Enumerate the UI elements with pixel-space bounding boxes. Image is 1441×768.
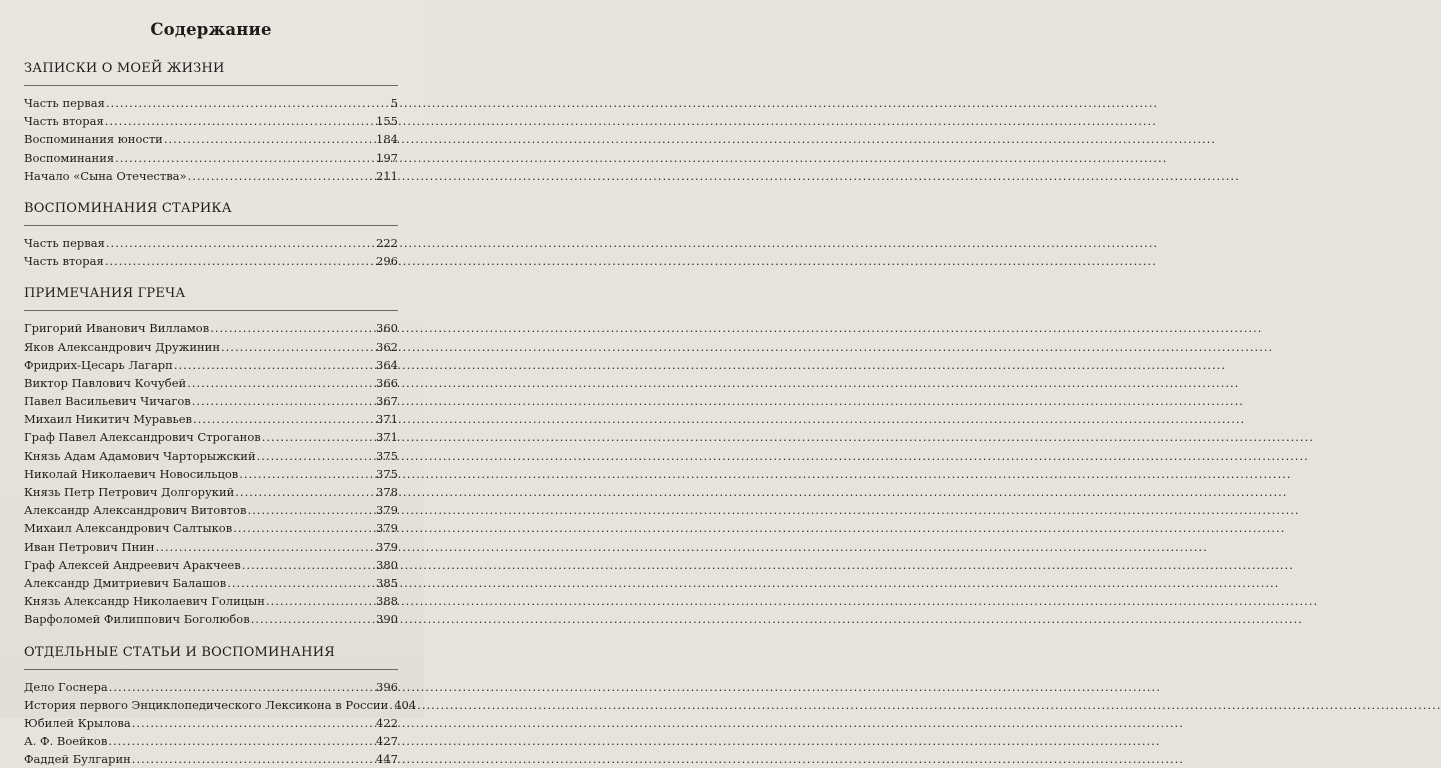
section-heading: ПРИМЕЧАНИЯ ГРЕЧА: [24, 284, 398, 304]
toc-entry[interactable]: [24, 428, 398, 446]
toc-section: [24, 199, 398, 270]
entry-list: [24, 319, 398, 628]
entry-title: Начало «Сына Отечества»: [24, 167, 187, 185]
dot-leader: [242, 556, 375, 574]
toc-entry[interactable]: [24, 750, 398, 768]
entry-title: Михаил Александрович Салтыков: [24, 519, 232, 537]
section-heading: ВОСПОМИНАНИЯ СТАРИКА: [24, 199, 398, 219]
entry-page-number: 375: [376, 447, 398, 465]
entry-page-number: 378: [376, 483, 398, 501]
dot-leader: [106, 94, 390, 112]
entry-title: История первого Энциклопедического Лексикона в России: [24, 696, 388, 714]
dot-leader: [389, 696, 393, 714]
toc-entry[interactable]: [24, 465, 398, 483]
entry-page-number: 404: [394, 696, 416, 714]
table-of-contents: [24, 59, 398, 768]
dot-leader: [187, 374, 375, 392]
dot-leader: [109, 678, 375, 696]
toc-entry[interactable]: [24, 574, 398, 592]
section-divider: [24, 225, 398, 226]
entry-page-number: 396: [376, 678, 398, 696]
entry-title: Граф Алексей Андреевич Аракчеев: [24, 556, 241, 574]
entry-list: [24, 94, 398, 185]
dot-leader: [188, 167, 375, 185]
entry-page-number: 362: [376, 338, 398, 356]
entry-title: Часть первая: [24, 234, 105, 252]
entry-title: Александр Дмитриевич Балашов: [24, 574, 226, 592]
entry-page-number: 375: [376, 465, 398, 483]
entry-title: Часть первая: [24, 94, 105, 112]
toc-entry[interactable]: [24, 374, 398, 392]
entry-title: Часть вторая: [24, 112, 104, 130]
toc-entry[interactable]: [24, 556, 398, 574]
toc-entry[interactable]: [24, 167, 398, 185]
entry-page-number: 222: [376, 234, 398, 252]
entry-page-number: 385: [376, 574, 398, 592]
entry-page-number: 155: [376, 112, 398, 130]
entry-page-number: 388: [376, 592, 398, 610]
toc-entry[interactable]: [24, 234, 398, 252]
entry-title: Князь Адам Адамович Чарторыжский: [24, 447, 256, 465]
entry-page-number: 427: [376, 732, 398, 750]
toc-entry[interactable]: [24, 338, 398, 356]
toc-entry[interactable]: [24, 319, 398, 337]
dot-leader: [192, 392, 375, 410]
toc-entry[interactable]: [24, 519, 398, 537]
dot-leader: [132, 750, 375, 768]
entry-page-number: 296: [376, 252, 398, 270]
entry-page-number: 380: [376, 556, 398, 574]
toc-entry[interactable]: [24, 696, 398, 714]
toc-entry[interactable]: [24, 714, 398, 732]
entry-page-number: 366: [376, 374, 398, 392]
entry-page-number: 5: [391, 94, 398, 112]
toc-entry[interactable]: [24, 538, 398, 556]
dot-leader: [108, 732, 375, 750]
toc-entry[interactable]: [24, 252, 398, 270]
entry-page-number: 379: [376, 538, 398, 556]
toc-entry[interactable]: [24, 447, 398, 465]
toc-entry[interactable]: [24, 130, 398, 148]
toc-section: [24, 643, 398, 768]
toc-entry[interactable]: [24, 678, 398, 696]
dot-leader: [105, 252, 375, 270]
toc-entry[interactable]: [24, 112, 398, 130]
dot-leader: [210, 319, 375, 337]
toc-entry[interactable]: [24, 392, 398, 410]
toc-entry[interactable]: [24, 501, 398, 519]
dot-leader: [266, 592, 375, 610]
dot-leader: [115, 149, 375, 167]
entry-title: Виктор Павлович Кочубей: [24, 374, 186, 392]
entry-title: Князь Александр Николаевич Голицын: [24, 592, 265, 610]
entry-title: Князь Петр Петрович Долгорукий: [24, 483, 234, 501]
entry-title: Воспоминания: [24, 149, 114, 167]
toc-entry[interactable]: [24, 410, 398, 428]
dot-leader: [156, 538, 375, 556]
page-title: Содержание: [24, 20, 398, 39]
entry-page-number: 367: [376, 392, 398, 410]
book-page: [0, 0, 424, 718]
entry-page-number: 197: [376, 149, 398, 167]
entry-list: [24, 234, 398, 270]
dot-leader: [227, 574, 375, 592]
entry-title: Яков Александрович Дружинин: [24, 338, 220, 356]
toc-entry[interactable]: [24, 592, 398, 610]
toc-entry[interactable]: [24, 149, 398, 167]
entry-page-number: 360: [376, 319, 398, 337]
entry-page-number: 422: [376, 714, 398, 732]
toc-section: [24, 284, 398, 628]
entry-title: Часть вторая: [24, 252, 104, 270]
entry-title: Варфоломей Филиппович Боголюбов: [24, 610, 250, 628]
entry-page-number: 390: [376, 610, 398, 628]
entry-title: Граф Павел Александрович Строганов: [24, 428, 261, 446]
section-divider: [24, 669, 398, 670]
section-divider: [24, 310, 398, 311]
dot-leader: [132, 714, 375, 732]
dot-leader: [174, 356, 375, 374]
entry-title: Иван Петрович Пнин: [24, 538, 155, 556]
entry-page-number: 379: [376, 519, 398, 537]
dot-leader: [235, 483, 375, 501]
entry-title: Воспоминания юности: [24, 130, 163, 148]
entry-title: Павел Васильевич Чичагов: [24, 392, 191, 410]
dot-leader: [239, 465, 375, 483]
dot-leader: [105, 112, 375, 130]
dot-leader: [233, 519, 375, 537]
dot-leader: [164, 130, 375, 148]
dot-leader: [106, 234, 375, 252]
entry-page-number: 364: [376, 356, 398, 374]
toc-entry[interactable]: [24, 483, 398, 501]
dot-leader: [193, 410, 375, 428]
section-heading: ЗАПИСКИ О МОЕЙ ЖИЗНИ: [24, 59, 398, 79]
toc-entry[interactable]: [24, 356, 398, 374]
entry-title: А. Ф. Воейков: [24, 732, 107, 750]
dot-leader: [251, 610, 375, 628]
entry-title: Дело Госнера: [24, 678, 108, 696]
dot-leader: [257, 447, 375, 465]
entry-list: [24, 678, 398, 768]
entry-title: Николай Николаевич Новосильцов: [24, 465, 238, 483]
entry-title: Григорий Иванович Вилламов: [24, 319, 209, 337]
entry-page-number: 371: [376, 428, 398, 446]
entry-page-number: 211: [376, 167, 398, 185]
entry-title: Юбилей Крылова: [24, 714, 131, 732]
toc-entry[interactable]: [24, 732, 398, 750]
entry-title: Михаил Никитич Муравьев: [24, 410, 192, 428]
entry-page-number: 371: [376, 410, 398, 428]
entry-title: Фаддей Булгарин: [24, 750, 131, 768]
dot-leader: [262, 428, 375, 446]
entry-page-number: 379: [376, 501, 398, 519]
dot-leader: [247, 501, 375, 519]
entry-title: Фридрих-Цесарь Лагарп: [24, 356, 173, 374]
entry-page-number: 447: [376, 750, 398, 768]
toc-section: [24, 59, 398, 185]
toc-entry[interactable]: [24, 610, 398, 628]
section-divider: [24, 85, 398, 86]
section-heading: ОТДЕЛЬНЫЕ СТАТЬИ И ВОСПОМИНАНИЯ: [24, 643, 398, 663]
dot-leader: [221, 338, 375, 356]
toc-entry[interactable]: [24, 94, 398, 112]
entry-title: Александр Александрович Витовтов: [24, 501, 246, 519]
entry-page-number: 184: [376, 130, 398, 148]
